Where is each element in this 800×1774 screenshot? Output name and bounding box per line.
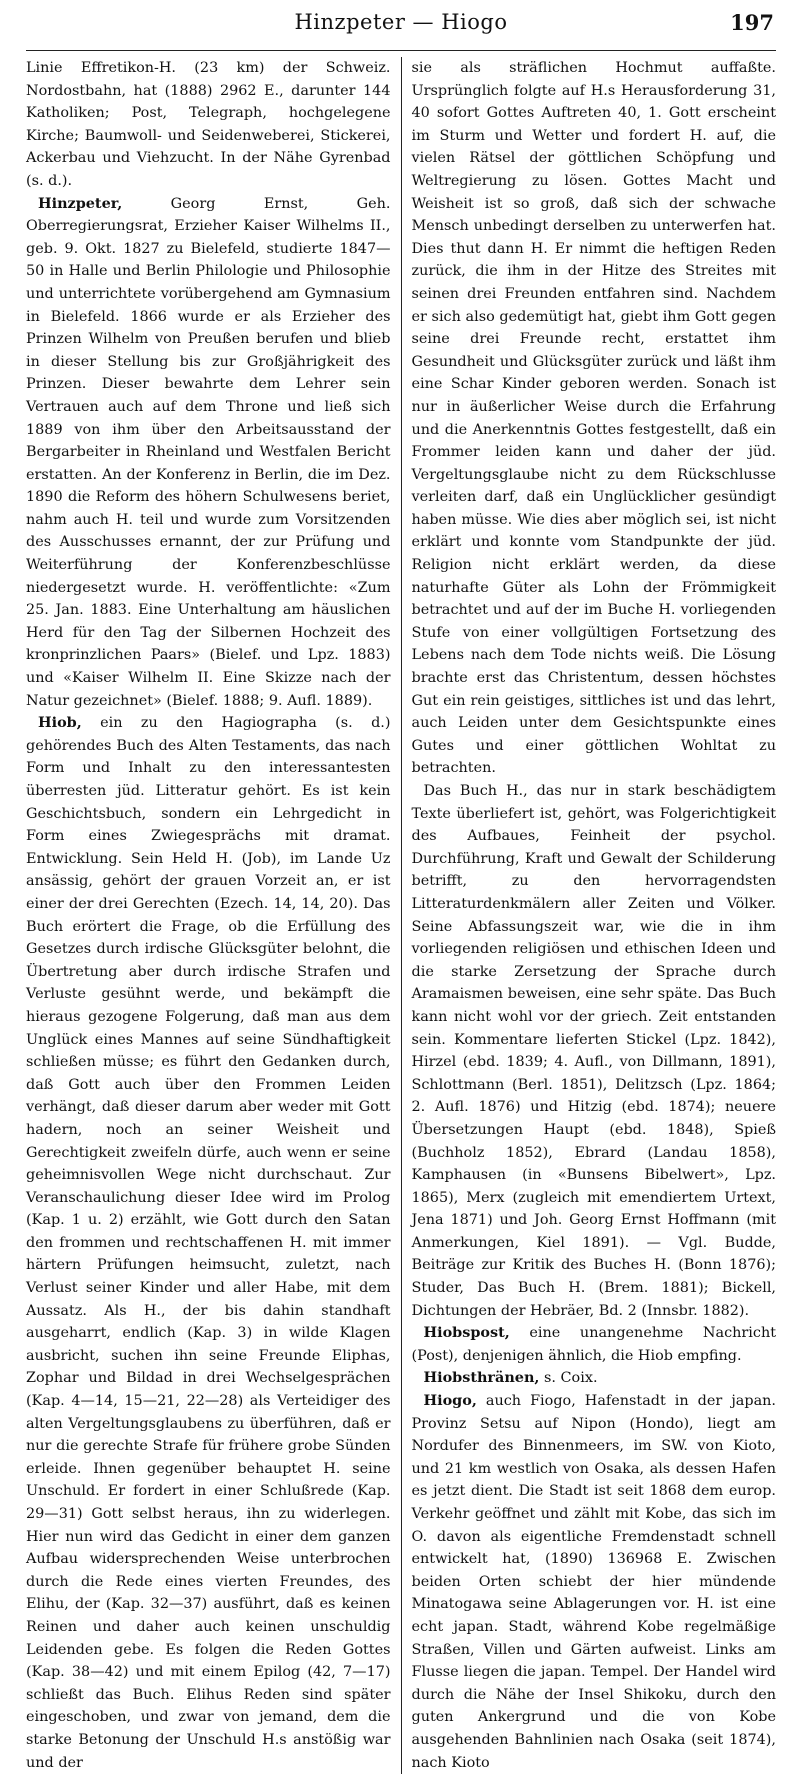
entry-paragraph [412,780,777,1322]
entry-text: eine unangenehme Nachricht (Post), denjenigen ähnlich, die Hiob empfing. [411,1325,776,1364]
entry-headword: Hiobsthränen, [423,1369,540,1387]
entry-paragraph [412,57,777,780]
entry-text: auch Fiogo, Hafenstadt in der japan. Provinz Setsu auf Nipon (Hondo), liegt am Nordufer des Binnenmeers, im SW. von Kioto, und 21 km westlich von Osaka, als dessen Hafen es jetzt dient. Die Stadt ist seit 1868 dem europ. Verkehr geöffnet und zählt mit Kobe, das sich im O. davon als eigentliche Fremdenstadt schnell entwickelt hat, (1890) 136968 E. Zwischen beiden Orten schiebt der hier mündende Minatogawa seine Ablagerungen vor. H. ist eine echt japan. Stadt, während Kobe regelmäßige Straßen, Villen und Gärten aufweist. Links am Flusse liegen die japan. Tempel. Der Handel wird durch die Nähe der Insel Shikoku, durch den guten Ankergrund und die von Kobe ausgehenden Bahnlinien nach Osaka (seit 1874), nach Kioto [411,1393,776,1771]
page-number: 197 [730,10,774,35]
entry-paragraph [26,57,391,193]
entry-text: s. Coix. [539,1370,598,1387]
right-column [402,57,777,1774]
left-column [26,57,402,1774]
entry-paragraph [26,193,391,713]
entry-headword: Hiogo, [423,1392,477,1410]
entry-paragraph [412,1367,777,1390]
entry-text: Georg Ernst, Geh. Oberregierungsrat, Erzieher Kaiser Wilhelms II., geb. 9. Okt. 1827 zu Bielefeld, studierte 1847—50 in Halle und Berlin Philologie und Philosophie und unterrichtete vorübergehend am Gymnasium in Bielefeld. 1866 wurde er als Erzieher des Prinzen Wilhelm von Preußen berufen und blieb in dieser Stellung bis zur Großjährigkeit des Prinzen. Dieser bewahrte dem Lehrer sein Vertrauen auch auf dem Throne und ließ sich 1889 von ihm über den Arbeitsausstand der Bergarbeiter in Rheinland und Westfalen Bericht erstatten. An der Konferenz in Berlin, die im Dez. 1890 die Reform des höhern Schulwesens beriet, nahm auch H. teil und wurde zum Vorsitzenden des Ausschusses ernannt, der zur Prüfung und Weiterführung der Konferenzbeschlüsse niedergesetzt wurde. H. veröffentlichte: «Zum 25. Jan. 1883. Eine Unterhaltung am häuslichen Herd für den Tag der Silbernen Hochzeit des kronprinzlichen Paars» (Bielef. und Lpz. 1883) und «Kaiser Wilhelm II. Eine Skizze nach der Natur gezeichnet» (Bielef. 1888; 9. Aufl. 1889). [26,195,391,709]
entry-text: ein zu den Hagiographa (s. d.) gehörendes Buch des Alten Testaments, das nach Form und Inhalt zu den interessantesten überresten jüd. Litteratur gehört. Es ist kein Geschichtsbuch, sondern ein Lehrgedicht in Form eines Zwiegesprächs mit dramat. Entwicklung. Sein Held H. (Job), im Lande Uz ansässig, gehört der grauen Vorzeit an, er ist einer der drei Gerechten (Ezech. 14, 14, 20). Das Buch erörtert die Frage, ob die Erfüllung des Gesetzes durch irdische Glücksgüter belohnt, die Übertretung aber durch irdische Strafen und Verluste gesühnt werde, und bekämpft die hieraus gezogene Folgerung, daß man aus dem Unglück eines Mannes auf seine Sündhaftigkeit schließen müsse; es führt den Gedanken durch, daß Gott auch über den Frommen Leiden verhängt, daß dieser darum aber weder mit Gott hadern, noch an seiner Weisheit und Gerechtigkeit zweifeln dürfe, auch wenn er seine geheimnisvollen Wege nicht durchschaut. Zur Veranschaulichung dieser Idee wird im Prolog (Kap. 1 u. 2) erzählt, wie Gott durch den Satan den frommen und rechtschaffenen H. mit immer härtern Prüfungen heimsucht, zuletzt, nach Verlust seiner Kinder und aller Habe, mit dem Aussatz. Als H., der bis dahin standhaft ausgeharrt, endlich (Kap. 3) in wilde Klagen ausbricht, suchen ihn seine Freunde Eliphas, Zophar und Bildad in drei Wechselgesprächen (Kap. 4—14, 15—21, 22—28) als Verteidiger des alten Vergeltungsglaubens zu überführen, daß er nur die gerechte Strafe für frühere grobe Sünden erleide. Ihnen gegenüber behauptet H. seine Unschuld. Er fordert in einer Schlußrede (Kap. 29—31) Gott selbst heraus, ihn zu widerlegen. Hier nun wird das Gedicht in einer dem ganzen Aufbau widersprechenden Weise unterbrochen durch die Rede eines vierten Freundes, des Elihu, der (Kap. 32—37) ausführt, daß es keinen Reinen und daher auch keinen unschuldig Leidenden gebe. Es folgen die Reden Gottes (Kap. 38—42) und mit einem Epilog (42, 7—17) schließt das Buch. Elihus Reden sind später eingeschoben, und zwar von jemand, dem die starke Betonung der Unschuld H.s anstößig war und der [26,715,391,1771]
text-columns [26,57,776,1774]
entry-headword: Hiobspost, [423,1324,510,1342]
entry-text: sie als sträflichen Hochmut auffaßte. Ursprünglich folgte auf H.s Herausforderung 31, 40 sofort Gottes Auftreten 40, 1. Gott erscheint im Sturm und Wetter und fordert H. auf, die vielen Rätsel der göttlichen Schöpfung und Weltregierung zu lösen. Gottes Macht und Weisheit ist so groß, daß sich der schwache Mensch unbedingt derselben zu unterwerfen hat. Dies thut dann H. Er nimmt die heftigen Reden zurück, die ihm in der Hitze des Streites mit seinen drei Freunden entfahren sind. Nachdem er sich also gedemütigt hat, giebt ihm Gott gegen seine drei Freunde recht, erstattet ihm Gesundheit und Glücksgüter zurück und läßt ihm eine Schar Kinder geboren werden. Sonach ist nur in äußerlicher Weise durch die Erfahrung und die Anerkenntnis Gottes festgestellt, daß ein Frommer leiden kann und daher der jüd. Vergeltungsglaube nicht zu dem Rückschlusse verleiten darf, daß ein Unglücklicher gesündigt haben müsse. Wie dies aber möglich sei, ist nicht erklärt und konnte vom Standpunkte der jüd. Religion nicht erklärt werden, da diese naturhafte Güter als Lohn der Frömmigkeit betrachtet und auf der im Buche H. vorliegenden Stufe von einer vollgültigen Fortsetzung des Lebens nach dem Tode nichts weiß. Die Lösung brachte erst das Christentum, dessen höchstes Gut ein rein geistiges, sittliches ist und das lehrt, auch Leiden unter dem Gesichtspunkte eines Gutes und einer göttlichen Wohltat zu betrachten. [411,60,776,777]
header-title: Hinzpeter — Hiogo [294,10,508,34]
entry-text: Linie Effretikon-H. (23 km) der Schweiz. Nordostbahn, hat (1888) 2962 E., darunter 144 Katholiken; Post, Telegraph, hochgelegene Kirche; Baumwoll- und Seidenweberei, Stickerei, Ackerbau und Viehzucht. In der Nähe Gyrenbad (s. d.). [26,60,391,189]
entry-paragraph [412,1322,777,1367]
running-header [26,10,776,51]
entry-text: Das Buch H., das nur in stark beschädigtem Texte überliefert ist, gehört, was Folgerichtigkeit des Aufbaues, Feinheit der psychol. Durchführung, Kraft und Gewalt der Schilderung betrifft, zu den hervorragendsten Litteraturdenkmälern aller Zeiten und Völker. Seine Abfassungszeit war, wie die in ihm vorliegenden religiösen und ethischen Ideen und die starke Zersetzung der Sprache durch Aramaismen beweisen, eine sehr späte. Das Buch kann nicht wohl vor der griech. Zeit entstanden sein. Kommentare lieferten Stickel (Lpz. 1842), Hirzel (ebd. 1839; 4. Aufl., von Dillmann, 1891), Schlottmann (Berl. 1851), Delitzsch (Lpz. 1864; 2. Aufl. 1876) und Hitzig (ebd. 1874); neuere Übersetzungen Haupt (ebd. 1848), Spieß (Buchholz 1852), Ebrard (Landau 1858), Kamphausen (in «Bunsens Bibelwert», Lpz. 1865), Merx (zugleich mit emendiertem Urtext, Jena 1871) und Joh. Georg Ernst Hoffmann (mit Anmerkungen, Kiel 1891). — Vgl. Budde, Beiträge zur Kritik des Buches H. (Bonn 1876); Studer, Das Buch H. (Brem. 1881); Bickell, Dichtungen der Hebräer, Bd. 2 (Innsbr. 1882). [411,783,776,1319]
entry-paragraph [412,1390,777,1774]
entry-headword: Hiob, [38,714,82,732]
entry-headword: Hinzpeter, [38,194,123,212]
entry-paragraph [26,712,391,1774]
